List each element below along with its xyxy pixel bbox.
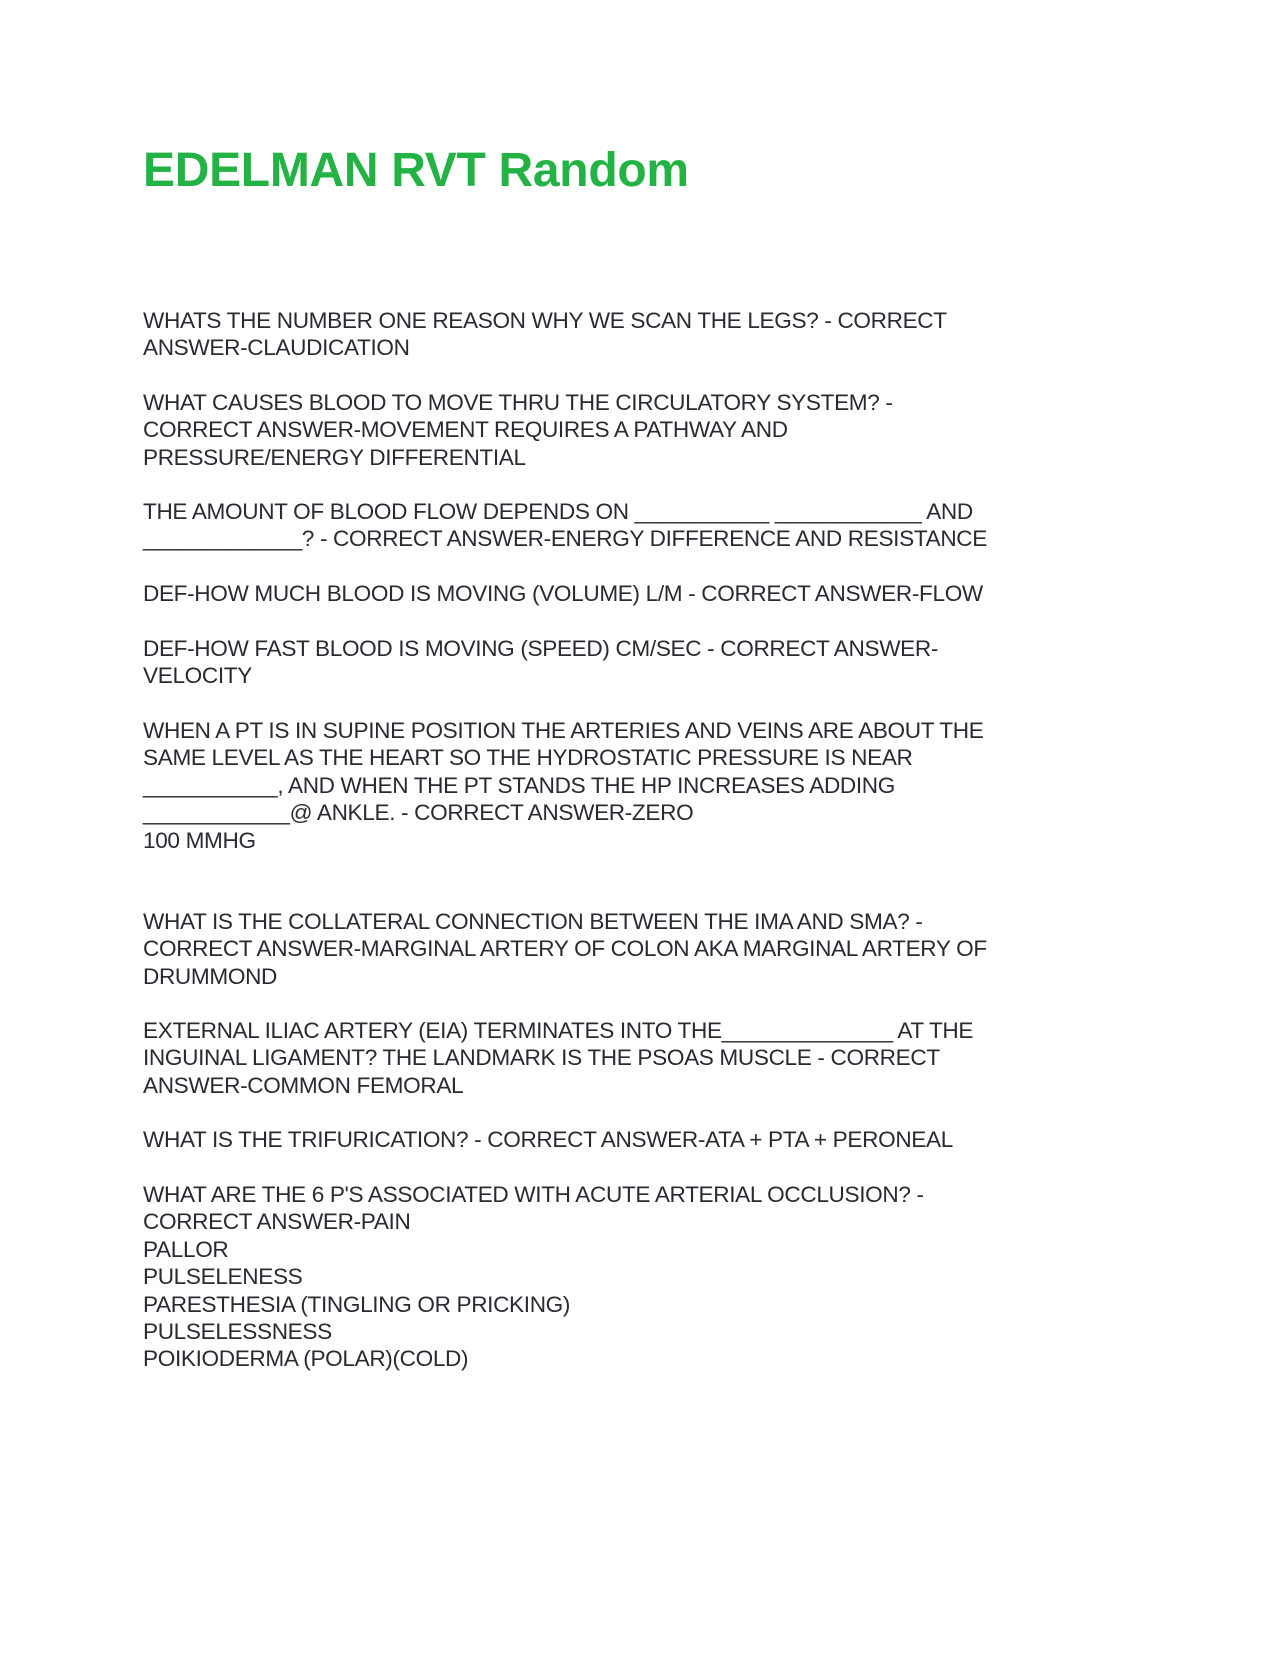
qa-paragraph-1 [143,307,1143,362]
qa-paragraph-4 [143,580,1143,607]
text-line: SAME LEVEL AS THE HEART SO THE HYDROSTATIC PRESSURE IS NEAR [143,745,913,771]
text-line: CORRECT ANSWER-PAIN [143,1209,411,1235]
qa-paragraph-9 [143,1126,1143,1153]
text-line: CORRECT ANSWER-MARGINAL ARTERY OF COLON AKA MARGINAL ARTERY OF [143,936,987,962]
text-line: PARESTHESIA (TINGLING OR PRICKING) [143,1291,571,1317]
qa-paragraph-6 [143,717,1143,854]
text-line: PULSELENESS [143,1264,303,1290]
text-line: PALLOR [143,1236,229,1262]
text-line: ___________, AND WHEN THE PT STANDS THE HP INCREASES ADDING [143,772,895,798]
document-title: EDELMAN RVT Random [143,144,689,197]
text-line: EXTERNAL ILIAC ARTERY (EIA) TERMINATES INTO THE______________ AT THE [143,1018,974,1043]
text-line: PRESSURE/ENERGY DIFFERENTIAL [143,444,526,470]
qa-paragraph-2 [143,389,1143,471]
text-line: PULSELESSNESS [143,1319,332,1345]
qa-paragraph-7 [143,908,1143,990]
text-line: WHEN A PT IS IN SUPINE POSITION THE ARTERIES AND VEINS ARE ABOUT THE [143,718,984,743]
text-line: _____________? - CORRECT ANSWER-ENERGY DIFFERENCE AND RESISTANCE [143,526,987,552]
text-line: DEF-HOW MUCH BLOOD IS MOVING (VOLUME) L/M - CORRECT ANSWER-FLOW [143,581,983,606]
qa-paragraph-3 [143,498,1143,553]
qa-paragraph-8 [143,1017,1143,1099]
text-line: WHAT CAUSES BLOOD TO MOVE THRU THE CIRCULATORY SYSTEM? - [143,390,893,415]
text-line: 100 MMHG [143,827,256,853]
text-line: WHAT ARE THE 6 P'S ASSOCIATED WITH ACUTE ARTERIAL OCCLUSION? - [143,1182,924,1207]
text-line: INGUINAL LIGAMENT? THE LANDMARK IS THE PSOAS MUSCLE - CORRECT [143,1045,940,1071]
text-line: DEF-HOW FAST BLOOD IS MOVING (SPEED) CM/SEC - CORRECT ANSWER- [143,636,939,661]
text-line: WHATS THE NUMBER ONE REASON WHY WE SCAN THE LEGS? - CORRECT [143,308,947,333]
text-line: VELOCITY [143,663,252,689]
text-line: WHAT IS THE TRIFURICATION? - CORRECT ANSWER-ATA + PTA + PERONEAL [143,1127,953,1152]
qa-paragraph-10 [143,1181,1143,1373]
text-line: CORRECT ANSWER-MOVEMENT REQUIRES A PATHWAY AND [143,417,788,443]
text-line: ANSWER-COMMON FEMORAL [143,1072,464,1098]
text-line: THE AMOUNT OF BLOOD FLOW DEPENDS ON ___________ ____________ AND [143,499,973,524]
text-line: WHAT IS THE COLLATERAL CONNECTION BETWEEN THE IMA AND SMA? - [143,909,923,934]
text-line: ANSWER-CLAUDICATION [143,335,410,361]
text-line: ____________@ ANKLE. - CORRECT ANSWER-ZERO [143,800,694,826]
qa-paragraph-5 [143,635,1143,690]
text-line: POIKIODERMA (POLAR)(COLD) [143,1346,469,1372]
text-line: DRUMMOND [143,963,277,989]
